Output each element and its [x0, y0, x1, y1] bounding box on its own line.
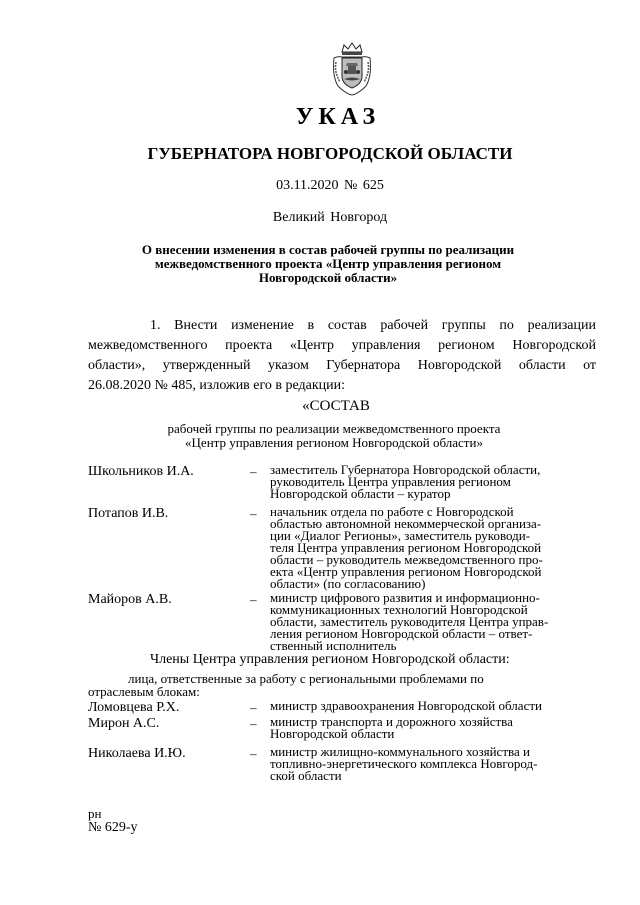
role-line: начальник отдела по работе с Новгородской — [270, 504, 514, 519]
paragraph-line: 26.08.2020 № 485, изложив его в редакции: — [88, 378, 346, 393]
paragraph-line: межведомственного проекта «Центр управления регионом Новгородской — [88, 338, 596, 353]
member-dash: – — [250, 464, 257, 479]
member-dash: – — [250, 716, 257, 731]
role-line: екта «Центр управления регионом Новгородской — [270, 564, 542, 579]
document-footer — [88, 808, 138, 836]
paragraph-line: 1. Внести изменение в состав рабочей группы по реализации — [150, 318, 596, 333]
role-line: области» (по согласованию) — [270, 576, 426, 591]
members-heading: Члены Центра управления регионом Новгородской области: — [150, 652, 510, 667]
member-dash: – — [250, 746, 257, 761]
document-title: УКАЗ — [295, 104, 381, 130]
heading-line: межведомственного проекта «Центр управления регионом — [154, 256, 502, 271]
member-role — [270, 592, 600, 652]
member-name: Школьников И.А. — [88, 464, 194, 479]
main-paragraph — [88, 316, 596, 396]
group-heading-line: лица, ответственные за работу с региональными проблемами по — [128, 671, 484, 686]
role-line: области – руководитель межведомственного про- — [270, 552, 543, 567]
role-line: коммуникационных технологий Новгородской — [270, 602, 528, 617]
footer-doc-number: № 629-у — [88, 820, 138, 835]
role-line: министр жилищно-коммунального хозяйства и — [270, 744, 530, 759]
member-name: Мирон А.С. — [88, 716, 160, 731]
heading-line: О внесении изменения в состав рабочей группы по реализации — [141, 242, 515, 257]
group-heading-line: отраслевым блокам: — [88, 684, 200, 699]
footer-initials: рн — [88, 806, 102, 821]
role-line: ления регионом Новгородской области – ответ- — [270, 626, 533, 641]
composition-subtitle-line: «Центр управления регионом Новгородской области» — [185, 435, 483, 450]
role-line: министр здравоохранения Новгородской области — [270, 698, 542, 713]
composition-title: «СОСТАВ — [302, 398, 370, 414]
paragraph-line: области», утвержденный указом Губернатора Новгородской области от — [88, 358, 596, 373]
document-date-number: 03.11.2020 № 625 — [276, 178, 384, 193]
role-line: министр транспорта и дорожного хозяйства — [270, 714, 513, 729]
role-line: министр цифрового развития и информационно- — [270, 590, 540, 605]
member-dash: – — [250, 592, 257, 607]
role-line: ции «Диалог Регионы», заместитель руководи- — [270, 528, 531, 543]
composition-subtitle-line: рабочей группы по реализации межведомственного проекта — [167, 421, 501, 436]
member-role — [270, 464, 600, 500]
member-role — [270, 746, 600, 782]
member-name: Николаева И.Ю. — [88, 746, 186, 761]
role-line: теля Центра управления регионом Новгородской — [270, 540, 542, 555]
member-name: Ломовцева Р.Х. — [88, 700, 180, 715]
member-name: Потапов И.В. — [88, 506, 169, 521]
role-line: ственный исполнитель — [270, 638, 397, 653]
role-line: ской области — [270, 768, 342, 783]
heading-line: Новгородской области» — [258, 270, 398, 285]
member-role — [270, 506, 600, 590]
coat-of-arms-icon — [330, 42, 374, 96]
composition-subtitle — [0, 422, 640, 450]
document-heading — [0, 243, 640, 285]
member-dash: – — [250, 506, 257, 521]
role-line: областью автономной некоммерческой организа- — [270, 516, 542, 531]
document-issuer: ГУБЕРНАТОРА НОВГОРОДСКОЙ ОБЛАСТИ — [147, 144, 513, 163]
role-line: области, заместитель руководителя Центра управ- — [270, 614, 549, 629]
document-city: Великий Новгород — [272, 210, 388, 225]
role-line: Новгородской области — [270, 726, 395, 741]
role-line: Новгородской области – куратор — [270, 486, 451, 501]
role-line: руководитель Центра управления регионом — [270, 474, 511, 489]
member-dash: – — [250, 700, 257, 715]
role-line: заместитель Губернатора Новгородской области, — [270, 462, 541, 477]
member-name: Майоров А.В. — [88, 592, 172, 607]
member-role — [270, 716, 600, 740]
member-role — [270, 700, 600, 712]
role-line: топливно-энергетического комплекса Новгород- — [270, 756, 538, 771]
group-heading — [88, 672, 484, 698]
